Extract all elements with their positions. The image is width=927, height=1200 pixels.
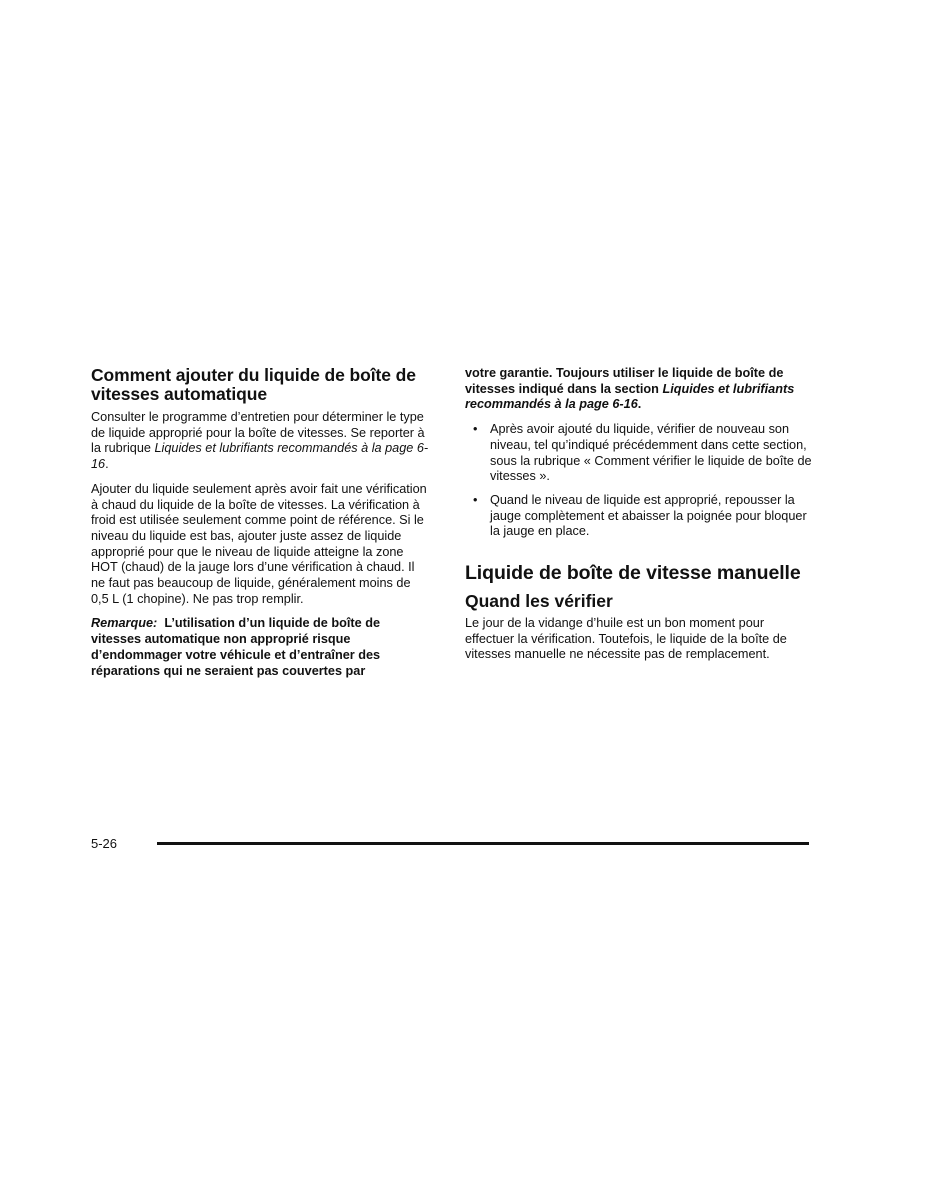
paragraph-text: Consulter le programme d’entretien pour déterminer le type de liquide approprié pour la boîte de vitesses. Se reporter à la rubrique	[91, 410, 425, 456]
right-column	[465, 366, 815, 672]
footer-divider	[157, 842, 809, 845]
cross-reference: Liquides et lubrifiants recommandés à la page 6-16	[465, 381, 795, 412]
paragraph-oil-change: Le jour de la vidange d’huile est un bon moment pour effectuer la vérification. Toutefois, le liquide de la boîte de vitesses manuelle ne nécessite pas de remplacement.	[465, 616, 787, 662]
list-item: • Après avoir ajouté du liquide, vérifier de nouveau son niveau, tel qu’indiqué précédemment dans cette section, sous la rubrique « Comment vérifier le liquide de boîte de vitesses ».	[473, 422, 812, 484]
notice-continued: votre garantie. Toujours utiliser le liquide de boîte de vitesses indiqué dans la section Liquides et lubrifiants recommandés à la page 6-16.	[465, 366, 795, 412]
subheading-when-to-check: Quand les vérifier	[465, 591, 613, 612]
bullet-list	[465, 422, 815, 540]
list-item: • Quand le niveau de liquide est approprié, repousser la jauge complètement et abaisser la poignée pour bloquer la jauge en place.	[473, 492, 807, 539]
section-heading-add-fluid: Comment ajouter du liquide de boîte de vitesses automatique	[91, 365, 416, 404]
page-number: 5-26	[91, 836, 118, 851]
bullet-icon: •	[473, 492, 478, 507]
cross-reference: Liquides et lubrifiants recommandés à la page 6-16	[91, 441, 429, 472]
bullet-icon: •	[473, 422, 478, 437]
notice-paragraph	[91, 616, 431, 679]
section-heading-manual-transmission: Liquide de boîte de vitesse manuelle	[465, 562, 801, 585]
notice-text: L’utilisation d’un liquide de boîte de vitesses automatique non approprié risque d’endommager votre véhicule et d’entraîner des réparations qui ne seraient pas couvertes par	[91, 616, 381, 678]
paragraph-add-fluid-instructions: Ajouter du liquide seulement après avoir fait une vérification à chaud du liquide de la boîte de vitesses. La vérification à froid est utilisée seulement comme point de référence. Si le niveau du liquide est bas, ajouter juste assez de liquide approprié pour que le niveau de liquide atteigne la zone HOT (chaud) de la jauge lors d’une vérification à chaud. Il ne faut pas beaucoup de liquide, généralement moins de 0,5 L (1 chopine). Ne pas trop remplir.	[91, 481, 427, 606]
left-column	[91, 366, 431, 688]
notice-label: Remarque:	[91, 616, 158, 631]
paragraph-maintenance-schedule: Consulter le programme d’entretien pour déterminer le type de liquide approprié pour la boîte de vitesses. Se reporter à la rubrique Liquides et lubrifiants recommandés à la page 6-16.	[91, 410, 429, 472]
